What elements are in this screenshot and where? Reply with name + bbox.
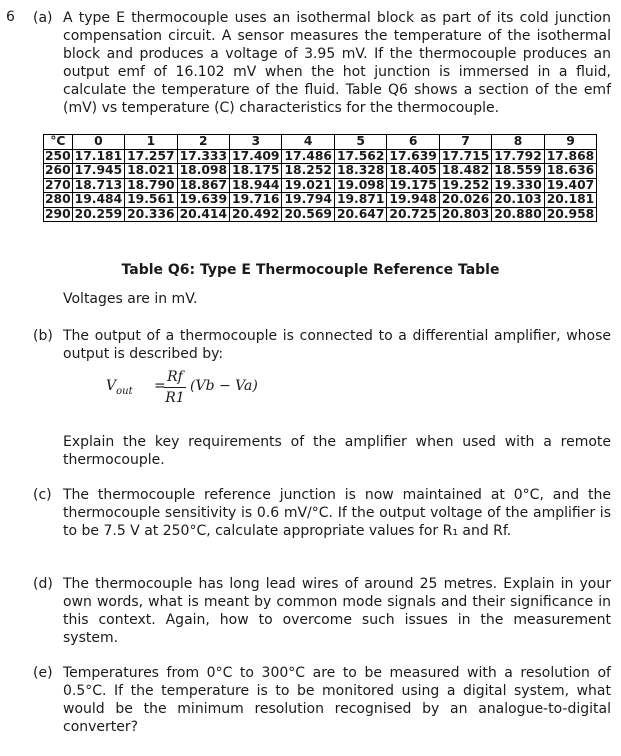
table-cell: 20.492	[230, 207, 282, 222]
column-header: 6	[387, 135, 439, 150]
part-b-label: (b)	[33, 328, 53, 344]
table-cell: 17.409	[230, 149, 282, 164]
column-header: 9	[544, 135, 596, 150]
table-cell: 17.639	[387, 149, 439, 164]
table-cell: 17.486	[282, 149, 334, 164]
formula-lhs	[106, 378, 133, 397]
table-cell: 19.716	[230, 193, 282, 208]
table-cell: 19.484	[72, 193, 124, 208]
table-row	[44, 193, 597, 208]
row-temp-cell: 250	[45, 148, 71, 163]
table-cell: 17.257	[125, 149, 177, 164]
table-cell: 18.944	[230, 178, 282, 193]
table-cell: 17.868	[544, 149, 596, 164]
row-temp-cell: 270	[45, 177, 71, 192]
formula-lhs-sub: out	[116, 385, 133, 397]
table-cell: 18.328	[334, 164, 386, 179]
table-corner-cell: °C	[44, 135, 73, 150]
column-header: 4	[282, 135, 334, 150]
row-temp-cell: 290	[45, 206, 71, 221]
table-cell: 19.639	[177, 193, 229, 208]
part-d-text: The thermocouple has long lead wires of around 25 metres. Explain in your own words, what is meant by common mode signals and their significance in this context. Again, how to overcome such issues in the measurement system.	[63, 576, 611, 646]
column-header: 1	[125, 135, 177, 150]
part-a	[33, 9, 611, 117]
reference-table	[43, 134, 597, 222]
table-cell: 18.790	[125, 178, 177, 193]
part-b-text: The output of a thermocouple is connected to a differential amplifier, whose output is described by:	[63, 328, 611, 362]
table-cell: 19.948	[387, 193, 439, 208]
column-header: 3	[230, 135, 282, 150]
formula-equals: =	[154, 378, 166, 394]
formula-rhs: (Vb − Va)	[190, 378, 258, 394]
part-e-label: (e)	[33, 665, 53, 681]
table-row	[44, 149, 597, 164]
table-cell: 19.794	[282, 193, 334, 208]
table-cell: 18.252	[282, 164, 334, 179]
table-cell: 19.098	[334, 178, 386, 193]
formula-lhs-symbol: V	[106, 378, 117, 394]
formula-fraction	[164, 367, 186, 408]
table-cell: 18.713	[72, 178, 124, 193]
part-b	[33, 327, 611, 363]
part-d-label: (d)	[33, 576, 53, 592]
column-header: 0	[72, 135, 124, 150]
table-cell: 18.405	[387, 164, 439, 179]
table-cell: 17.792	[492, 149, 544, 164]
table-cell: 17.945	[72, 164, 124, 179]
table-cell: 17.562	[334, 149, 386, 164]
table-row	[44, 207, 597, 222]
part-d	[33, 575, 611, 647]
table-caption: Table Q6: Type E Thermocouple Reference Table	[121, 262, 500, 278]
table-cell: 18.482	[439, 164, 491, 179]
table-cell: 20.181	[544, 193, 596, 208]
part-e	[33, 664, 611, 736]
table-cell: 19.871	[334, 193, 386, 208]
table-cell: 20.725	[387, 207, 439, 222]
table-note: Voltages are in mV.	[63, 291, 198, 307]
table-cell: 17.715	[439, 149, 491, 164]
question-number: 6	[6, 9, 15, 25]
table-header-row	[44, 135, 597, 150]
part-c-label: (c)	[33, 487, 52, 503]
table-cell: 20.259	[72, 207, 124, 222]
table-cell: 18.867	[177, 178, 229, 193]
table-cell: 19.407	[544, 178, 596, 193]
table-cell: 20.336	[125, 207, 177, 222]
part-a-text: A type E thermocouple uses an isothermal block as part of its cold junction compensation circuit. A sensor measures the temperature of the isothermal block and produces a voltage of 3.95 mV. If the thermocouple produces an output emf of 16.102 mV when the hot junction is immersed in a fluid, calculate the temperature of the fluid. Table Q6 shows a section of the emf (mV) vs temperature (C) characteristics for the thermocouple.	[63, 10, 611, 116]
row-temp-cell: 260	[45, 163, 71, 177]
table-cell: 20.880	[492, 207, 544, 222]
column-header: 2	[177, 135, 229, 150]
table-cell: 20.414	[177, 207, 229, 222]
row-temp-cell: 280	[45, 192, 71, 206]
table-row	[44, 164, 597, 179]
part-e-text: Temperatures from 0°C to 300°C are to be measured with a resolution of 0.5°C. If the temperature is to be monitored using a digital system, what would be the minimum resolution recognised by an analogue-to-digital converter?	[63, 665, 611, 735]
table-cell: 18.559	[492, 164, 544, 179]
table-cell: 20.647	[334, 207, 386, 222]
table-cell: 18.636	[544, 164, 596, 179]
part-c-text: The thermocouple reference junction is now maintained at 0°C, and the thermocouple sensitivity is 0.6 mV/°C. If the output voltage of the amplifier is to be 7.5 V at 250°C, calculate appropriate values for R₁ and Rf.	[63, 487, 611, 539]
table-cell: 18.175	[230, 164, 282, 179]
table-cell: 20.803	[439, 207, 491, 222]
table-cell: 19.330	[492, 178, 544, 193]
table-cell: 19.252	[439, 178, 491, 193]
table-cell: 19.021	[282, 178, 334, 193]
part-c	[33, 486, 611, 540]
table-cell: 18.098	[177, 164, 229, 179]
column-header: 8	[492, 135, 544, 150]
table-cell: 17.333	[177, 149, 229, 164]
table-cell: 20.026	[439, 193, 491, 208]
table-row	[44, 178, 597, 193]
column-header: 7	[439, 135, 491, 150]
column-header: 5	[334, 135, 386, 150]
table-cell: 17.181	[72, 149, 124, 164]
table-cell: 20.569	[282, 207, 334, 222]
table-cell: 20.103	[492, 193, 544, 208]
table-cell: 19.561	[125, 193, 177, 208]
formula-denominator: R1	[165, 390, 185, 406]
table-cell: 20.958	[544, 207, 596, 222]
part-b-continued	[33, 433, 611, 469]
table-cell: 19.175	[387, 178, 439, 193]
table-cell: 18.021	[125, 164, 177, 179]
part-a-label: (a)	[33, 10, 53, 26]
part-b-text2: Explain the key requirements of the amplifier when used with a remote thermocouple.	[63, 434, 611, 468]
formula-numerator: Rf	[167, 369, 183, 385]
